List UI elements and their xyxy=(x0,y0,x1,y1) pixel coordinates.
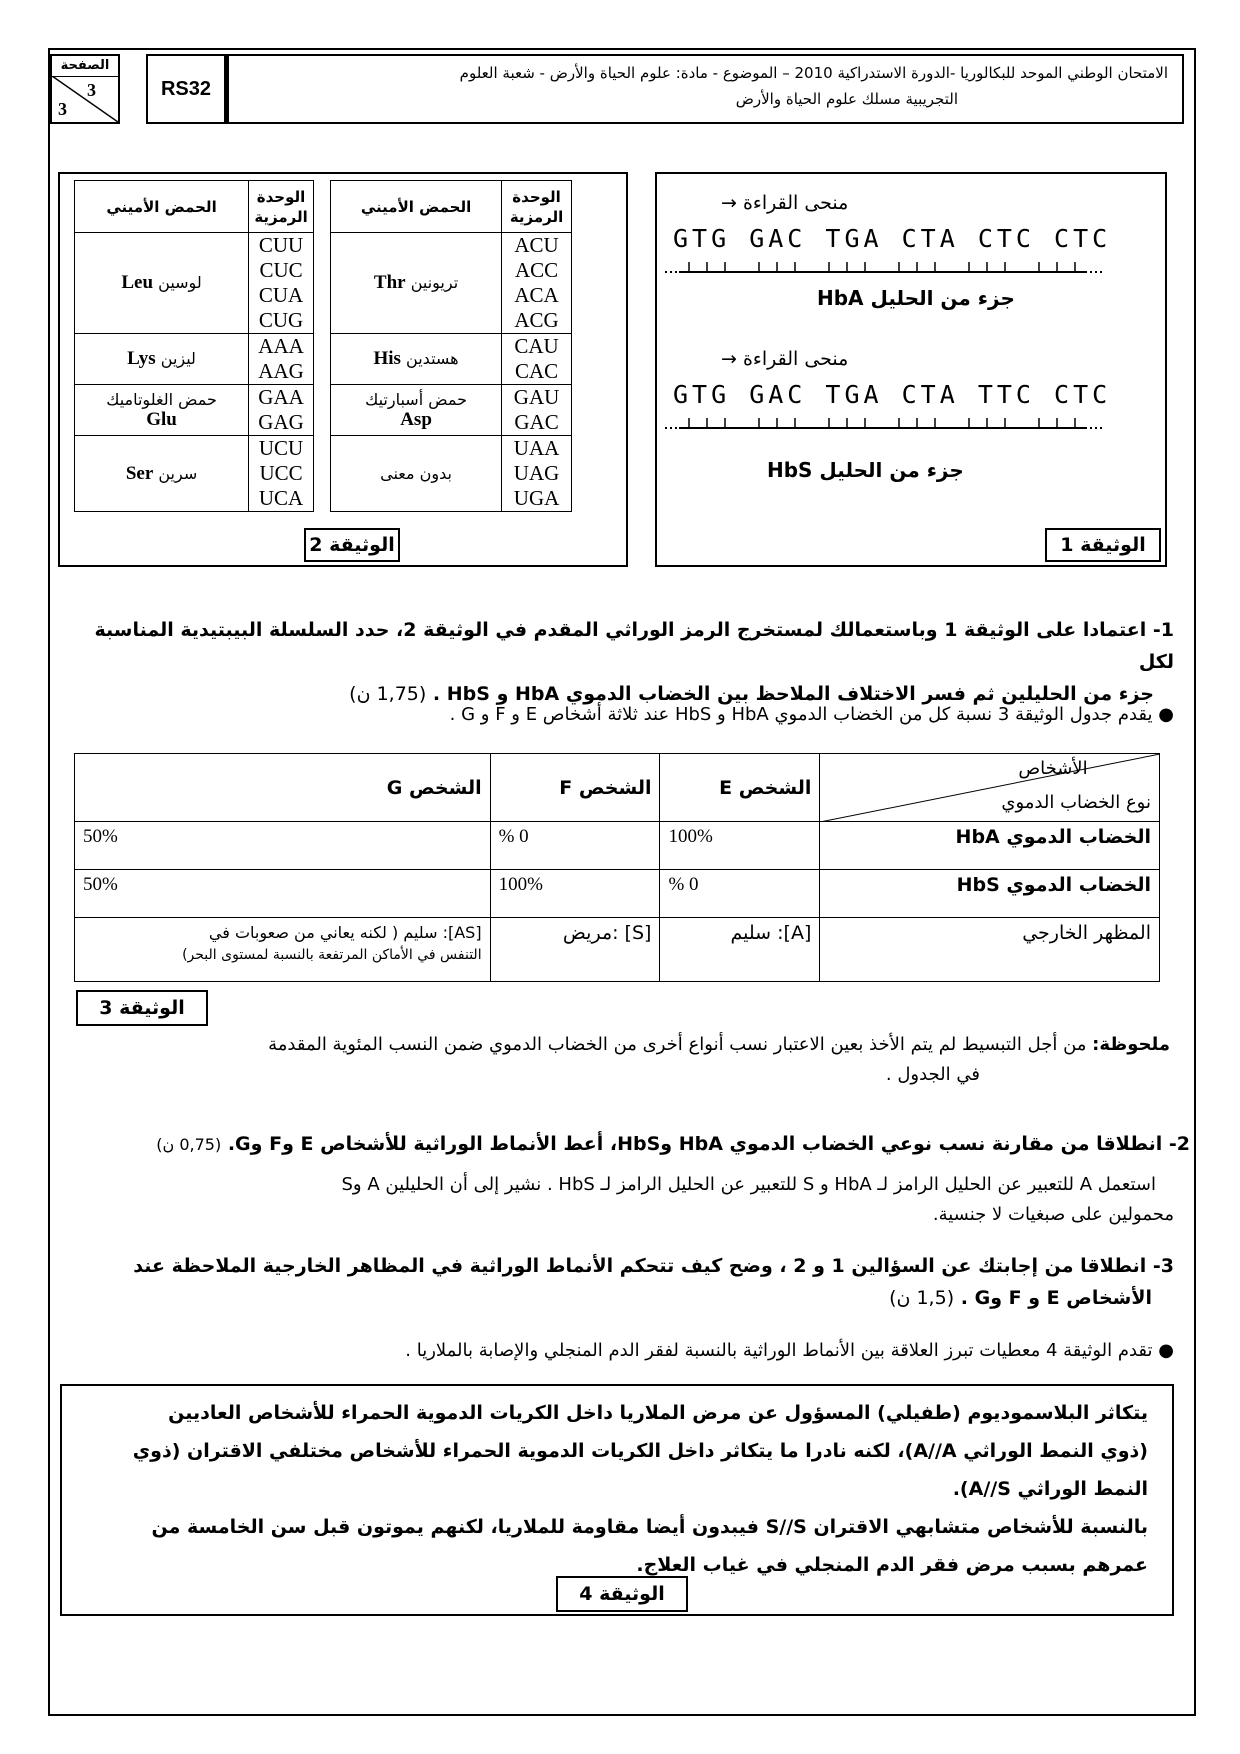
value-cell: 100% xyxy=(660,822,820,870)
question-2-hint xyxy=(54,1170,1174,1230)
sequence-hba: GTG GAC TGA CTA CTC CTC xyxy=(673,224,1112,253)
codon: CUG xyxy=(258,308,304,332)
amino-acid-name: سرين xyxy=(158,463,198,483)
amino-acid-abbr: Thr xyxy=(373,272,406,293)
doc1-label: الوثيقة 1 xyxy=(1045,528,1161,562)
sequence-hbs: GTG GAC TGA CTA TTC CTC xyxy=(673,380,1112,409)
doc4-label: الوثيقة 4 xyxy=(556,1576,688,1612)
note-line1: من أجل التبسيط لم يتم الأخذ بعين الاعتبار نسب أنواع أخرى من الخضاب الدموي ضمن النسب المئوية المقدمة xyxy=(268,1034,1093,1055)
codon-cell xyxy=(249,436,314,512)
phenotype-e: [A]: سليم xyxy=(660,918,820,982)
note-title: ملحوظة: xyxy=(1092,1034,1170,1055)
codon: UCC xyxy=(259,461,303,485)
value-cell: 50% xyxy=(75,870,491,918)
amino-acid-abbr: Leu xyxy=(121,272,154,293)
amino-acid-cell xyxy=(75,233,249,334)
doc2-label: الوثيقة 2 xyxy=(304,528,400,562)
doc4-intro-text: تقدم الوثيقة 4 معطيات تبرز العلاقة بين الأنماط الوراثية بالنسبة لفقر الدم المنجلي والإصابة بالملاريا . xyxy=(405,1340,1153,1361)
codon: GAG xyxy=(258,410,304,434)
dna-strand-hbs xyxy=(665,416,1105,432)
person-f-header: الشخص F xyxy=(490,754,660,822)
question-3-line1: 3- انطلاقا من إجابتك عن السؤالين 1 و 2 ، وضح كيف تتحكم الأنماط الوراثية في المظاهر الخارجية الملاحظة عند xyxy=(133,1255,1174,1277)
amino-acid-cell xyxy=(331,233,502,334)
amino-acid-cell xyxy=(331,385,502,436)
value-cell: 100% xyxy=(490,870,660,918)
codon-cell xyxy=(502,436,572,512)
amino-acid-cell xyxy=(331,334,502,385)
amino-acid-name: حمض الغلوتاميك xyxy=(106,389,217,409)
col-header-unit: الوحدة الرمزية xyxy=(249,181,314,233)
caption-hbs: جزء من الحليل HbS xyxy=(767,458,964,482)
question-1 xyxy=(54,614,1174,710)
exam-title-line2: التجريبية مسلك علوم الحياة والأرض xyxy=(735,90,958,108)
value-cell: 0 % xyxy=(660,870,820,918)
codon: ACG xyxy=(514,308,559,332)
person-g-header: الشخص G xyxy=(75,754,491,822)
amino-acid-name: ليزين xyxy=(160,349,196,368)
person-e-header: الشخص E xyxy=(660,754,820,822)
codon: ACC xyxy=(514,258,559,282)
codon: UGA xyxy=(513,486,560,510)
document-3-table xyxy=(74,753,1160,982)
amino-acid-name: بدون معنى xyxy=(380,464,452,483)
value-cell: 0 % xyxy=(490,822,660,870)
row-label-hbs: الخضاب الدموي HbS xyxy=(820,870,1160,918)
amino-acid-cell xyxy=(75,436,249,512)
codon-cell xyxy=(249,233,314,334)
codon-cell xyxy=(249,334,314,385)
note xyxy=(50,1030,1170,1090)
codon: UCA xyxy=(258,486,304,510)
codon: ACA xyxy=(514,283,559,307)
doc4-text xyxy=(62,1386,1172,1584)
doc4-line: (ذوي النمط الوراثي A//A)، لكنه نادرا ما يتكاثر داخل الكريات الدموية الحمراء للأشخاص مختلفي الاقتران (ذوي xyxy=(132,1440,1148,1462)
page-number: 3 xyxy=(87,80,96,100)
reading-direction-hba: منحى القراءة → xyxy=(721,192,849,214)
amino-acid-abbr: Ser xyxy=(125,462,154,484)
codon: CUA xyxy=(258,283,304,307)
page-number-box xyxy=(50,54,120,124)
codon: CUC xyxy=(259,258,303,282)
phenotype-f: [S] :مريض xyxy=(490,918,660,982)
question-3-line2-row xyxy=(54,1282,1174,1314)
question-2-text: 2- انطلاقا من مقارنة نسب نوعي الخضاب الدموي HbA وHbS، أعط الأنماط الوراثية للأشخاص E وF وG. xyxy=(227,1133,1190,1155)
question-3 xyxy=(54,1250,1174,1314)
reading-direction-hbs: منحى القراءة → xyxy=(721,348,849,370)
value-cell: 50% xyxy=(75,822,491,870)
amino-acid-abbr: His xyxy=(373,348,401,369)
codon-table-left xyxy=(74,180,314,512)
question-3-points: (1,5 ن) xyxy=(889,1287,955,1309)
amino-acid-name: تريونين xyxy=(410,273,459,292)
codon: CUU xyxy=(258,233,304,257)
doc4-line: يتكاثر البلاسموديوم (طفيلي) المسؤول عن مرض الملاريا داخل الكريات الدموية الحمراء للأشخاص العاديين xyxy=(168,1402,1148,1424)
amino-acid-abbr: Asp xyxy=(400,408,432,430)
phenotype-g-note: التنفس في الأماكن المرتفعة بالنسبة لمستوى البحر) xyxy=(182,947,482,963)
row-label-phenotype: المظهر الخارجي xyxy=(820,918,1160,982)
question-2-hint-line1: استعمل A للتعبير عن الحليل الرامز لـ HbA و S للتعبير عن الحليل الرامز لـ HbS . نشير إلى أن الحليلين A وS xyxy=(341,1174,1156,1195)
phenotype-g: [AS]: سليم ( لكنه يعاني من صعوبات في xyxy=(208,923,482,942)
note-line2: في الجدول . xyxy=(885,1064,980,1085)
phenotype-g-cell xyxy=(75,918,491,982)
amino-acid-cell xyxy=(331,436,502,512)
corner-hemoglobin-type: نوع الخضاب الدموي xyxy=(1001,792,1151,813)
codon-cell xyxy=(249,385,314,436)
question-2-points: (0,75 ن) xyxy=(156,1135,222,1154)
exam-title xyxy=(226,54,1184,124)
caption-hba: جزء من الحليل HbA xyxy=(817,286,1015,310)
codon-table-right xyxy=(330,180,572,512)
codon: CAC xyxy=(514,359,559,383)
codon-cell xyxy=(502,385,572,436)
question-1-line1: 1- اعتمادا على الوثيقة 1 وباستعمالك لمستخرج الرمز الوراثي المقدم في الوثيقة 2، حدد السلسلة البيبتيدية المناسبة لكل xyxy=(94,619,1174,673)
codon: CAU xyxy=(514,334,559,358)
question-3-line2: الأشخاص E و F وG . xyxy=(960,1287,1152,1309)
amino-acid-abbr: Glu xyxy=(146,408,177,430)
question-2-hint-line2: محمولين على صبغيات لا جنسية. xyxy=(932,1204,1174,1225)
row-label-hba: الخضاب الدموي HbA xyxy=(820,822,1160,870)
bullet-icon: ● xyxy=(1158,704,1174,725)
question-1-line2: جزء من الحليلين ثم فسر الاختلاف الملاحظ بين الخضاب الدموي HbA و HbS . xyxy=(432,683,1154,705)
codon: GAC xyxy=(514,410,559,434)
note-line1-row xyxy=(50,1030,1170,1060)
codon-cell xyxy=(502,233,572,334)
col-header-acid: الحمض الأميني xyxy=(75,181,249,233)
amino-acid-name: هستدين xyxy=(406,349,459,368)
document-4 xyxy=(60,1384,1174,1616)
codon: UAA xyxy=(513,436,560,460)
page-label: الصفحة xyxy=(52,56,118,77)
codon: AAA xyxy=(258,334,304,358)
amino-acid-name: لوسين xyxy=(158,273,202,292)
document-2 xyxy=(58,172,628,567)
doc3-intro-text: يقدم جدول الوثيقة 3 نسبة كل من الخضاب الدموي HbA و HbS عند ثلاثة أشخاص E و F و G . xyxy=(449,704,1153,725)
codon-cell xyxy=(502,334,572,385)
question-2 xyxy=(50,1128,1190,1161)
doc3-intro xyxy=(54,700,1174,730)
codon: ACU xyxy=(514,233,559,257)
codon: AAG xyxy=(258,359,304,383)
codon: GAU xyxy=(513,385,560,409)
doc4-line: النمط الوراثي A//S). xyxy=(952,1478,1148,1500)
amino-acid-cell xyxy=(75,334,249,385)
col-header-unit: الوحدة الرمزية xyxy=(502,181,572,233)
corner-persons: الأشخاص xyxy=(1018,758,1088,779)
corner-cell xyxy=(820,754,1160,822)
amino-acid-abbr: Lys xyxy=(127,348,156,369)
exam-title-line1: الامتحان الوطني الموحد للبكالوريا -الدورة الاستدراكية 2010 – الموضوع - مادة: علوم الحياة والأرض - شعبة العلوم xyxy=(459,64,1168,82)
doc3-label: الوثيقة 3 xyxy=(76,990,208,1026)
codon: UAG xyxy=(513,461,560,485)
document-1 xyxy=(655,172,1167,567)
col-header-acid: الحمض الأميني xyxy=(331,181,502,233)
question-1-points: (1,75 ن) xyxy=(349,683,427,705)
doc4-intro xyxy=(54,1336,1174,1366)
codon: GAA xyxy=(258,385,304,409)
doc4-line: عمرهم بسبب مرض فقر الدم المنجلي في غياب العلاج. xyxy=(636,1554,1148,1576)
codon: UCU xyxy=(258,436,304,460)
page-total: 3 xyxy=(58,99,67,119)
bullet-icon: ● xyxy=(1158,1340,1174,1361)
exam-code: RS32 xyxy=(146,54,226,124)
dna-strand-hba xyxy=(665,260,1105,276)
amino-acid-cell xyxy=(75,385,249,436)
doc4-line: بالنسبة للأشخاص متشابهي الاقتران S//S فيبدون أيضا مقاومة للملاريا، لكنهم يموتون قبل سن الخامسة من xyxy=(151,1516,1148,1538)
amino-acid-name: حمض أسبارتيك xyxy=(365,389,467,409)
